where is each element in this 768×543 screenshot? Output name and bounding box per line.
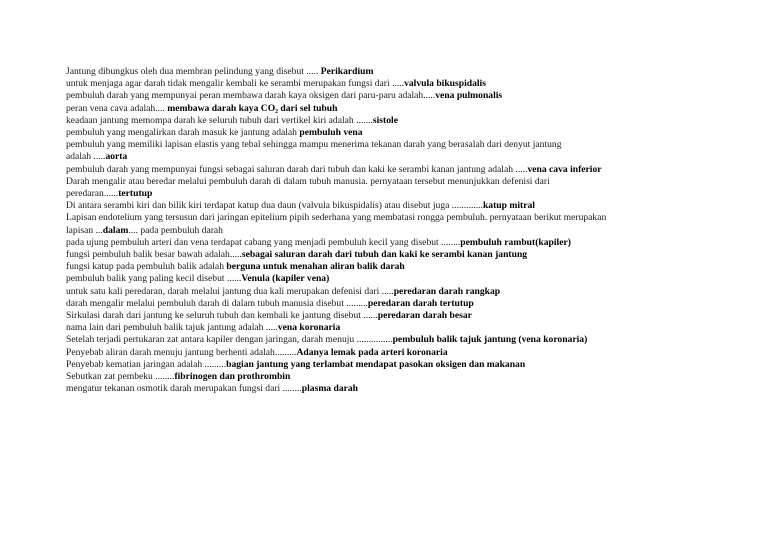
question-text: untuk satu kali peredaran, darah melalui jantung dua kali merupakan defenisi dari ..... [66, 285, 394, 297]
text-line [66, 139, 706, 151]
question-text: Lapisan endotelium yang tersusun dari jaringan epitelium pipih sederhana yang membatasi rongga pembuluh. pernyataan berikut merupakan [66, 212, 607, 224]
text-line [66, 371, 706, 383]
text-line [66, 212, 706, 224]
answer-text: vena pulmonalis [435, 90, 503, 102]
text-line [66, 286, 706, 298]
question-text: untuk menjaga agar darah tidak mengalir kembali ke serambi merupakan fungsi dari ..... [66, 78, 405, 90]
answer-text: sistole [372, 114, 398, 126]
answer-text: vena koronaria [277, 322, 341, 334]
answer-text: peredaran darah besar [377, 310, 472, 322]
question-text: keadaan jantung memompa darah ke seluruh tubuh dari vertikel kiri adalah ....... [66, 114, 373, 126]
text-line [66, 164, 706, 176]
question-text: fungsi katup pada pembuluh balik adalah [66, 261, 227, 273]
text-line [66, 359, 706, 371]
question-text: pada ujung pembuluh arteri dan vena terdapat cabang yang menjadi pembuluh kecil yang disebut ........ [66, 236, 461, 248]
question-text: Sirkulasi darah dari jantung ke seluruh tubuh dan kembali ke jantung disebut ...... [66, 310, 378, 322]
question-text: fungsi pembuluh balik besar bawah adalah..... [66, 249, 242, 261]
text-line [66, 127, 706, 139]
question-text: pembuluh yang mengalirkan darah masuk ke jantung adalah [66, 127, 300, 139]
text-line [66, 115, 706, 127]
text-line [66, 225, 706, 237]
question-text: Sebutkan zat pembeku ........ [66, 371, 175, 383]
question-text: adalah ..... [66, 151, 106, 163]
text-line [66, 237, 706, 249]
answer-text: fibrinogen dan prothrombin [174, 371, 291, 383]
text-line [66, 334, 706, 346]
text-line [66, 78, 706, 90]
text-line [66, 176, 706, 188]
text-line [66, 66, 706, 78]
answer-text: peredaran darah tertutup [367, 297, 474, 309]
text-line [66, 347, 706, 359]
text-line [66, 103, 706, 115]
question-text-tail: .... pada pembuluh darah [128, 224, 223, 236]
answer-text: bagian jantung yang terlambat mendapat pasokan oksigen dan makanan [226, 358, 526, 370]
question-text: Di antara serambi kiri dan bilik kiri terdapat katup dua daun (valvula bikuspidalis) atau disebut juga ............. [66, 200, 483, 212]
answer-text: tertutup [118, 188, 153, 200]
document-page [66, 66, 706, 395]
question-text: Penyebab kematian jaringan adalah ......... [66, 358, 227, 370]
text-line [66, 310, 706, 322]
question-text: pembuluh balik yang paling kecil disebut ...... [66, 273, 242, 285]
answer-text: dalam [102, 224, 129, 236]
question-text: pembuluh darah yang mempunyai peran membawa darah kaya oksigen dari paru-paru adalah..... [66, 90, 436, 102]
question-text: peran vena cava adalah.... [66, 102, 168, 114]
text-line [66, 383, 706, 395]
answer-text: pembuluh balik tajuk jantung (vena koronaria) [392, 334, 588, 346]
text-line [66, 298, 706, 310]
text-line [66, 249, 706, 261]
question-text: Darah mengalir atau beredar melalui pembuluh darah di dalam tubuh manusia. pernyataan tersebut menunjukkan defenisi dari [66, 175, 550, 187]
question-text: mengatur tekanan osmotik darah merupakan fungsi dari ........ [66, 383, 302, 395]
question-text: nama lain dari pembuluh balik tajuk jantung adalah ..... [66, 322, 278, 334]
answer-text: vena cava inferior [527, 163, 602, 175]
answer-text: peredaran darah rangkap [393, 285, 501, 297]
answer-text: Venula (kapiler vena) [241, 273, 330, 285]
question-text: peredaran...... [66, 188, 119, 200]
answer-text: membawa darah kaya CO₂ dari sel tubuh [167, 102, 338, 114]
answer-text: Adanya lemak pada arteri koronaria [296, 346, 448, 358]
answer-text: pembuluh rambut(kapiler) [460, 236, 571, 248]
question-text: Penyebab aliran darah menuju jantung berhenti adalah......... [66, 346, 297, 358]
question-text: lapisan ... [66, 224, 103, 236]
text-line [66, 273, 706, 285]
answer-text: katup mitral [482, 200, 535, 212]
text-line [66, 90, 706, 102]
text-line [66, 261, 706, 273]
question-text: Setelah terjadi pertukaran zat antara kapiler dengan jaringan, darah menuju ............... [66, 334, 393, 346]
answer-text: Perikardium [320, 66, 374, 77]
question-text: pembuluh darah yang mempunyai fungsi sebagai saluran darah dari tubuh dan kaki ke serambi kanan jantung adalah ..... [66, 163, 528, 175]
answer-text: sebagai saluran darah dari tubuh dan kaki ke serambi kanan jantung [241, 249, 528, 261]
answer-text: aorta [105, 151, 128, 163]
answer-text: pembuluh vena [299, 127, 363, 139]
text-line [66, 200, 706, 212]
question-text: darah mengalir melalui pembuluh darah di dalam tubuh manusia disebut ......... [66, 297, 368, 309]
question-text: pembuluh yang memiliki lapisan elastis yang tebal sehingga mampu menerima tekanan darah yang berasalah dari denyut jantung [66, 139, 562, 151]
text-line [66, 188, 706, 200]
text-line [66, 151, 706, 163]
text-line [66, 322, 706, 334]
answer-text: valvula bikuspidalis [404, 78, 486, 90]
question-text: Jantung dibungkus oleh dua membran pelindung yang disebut ..... [66, 66, 321, 77]
answer-text: plasma darah [301, 383, 359, 395]
answer-text: berguna untuk menahan aliran balik darah [226, 261, 405, 273]
